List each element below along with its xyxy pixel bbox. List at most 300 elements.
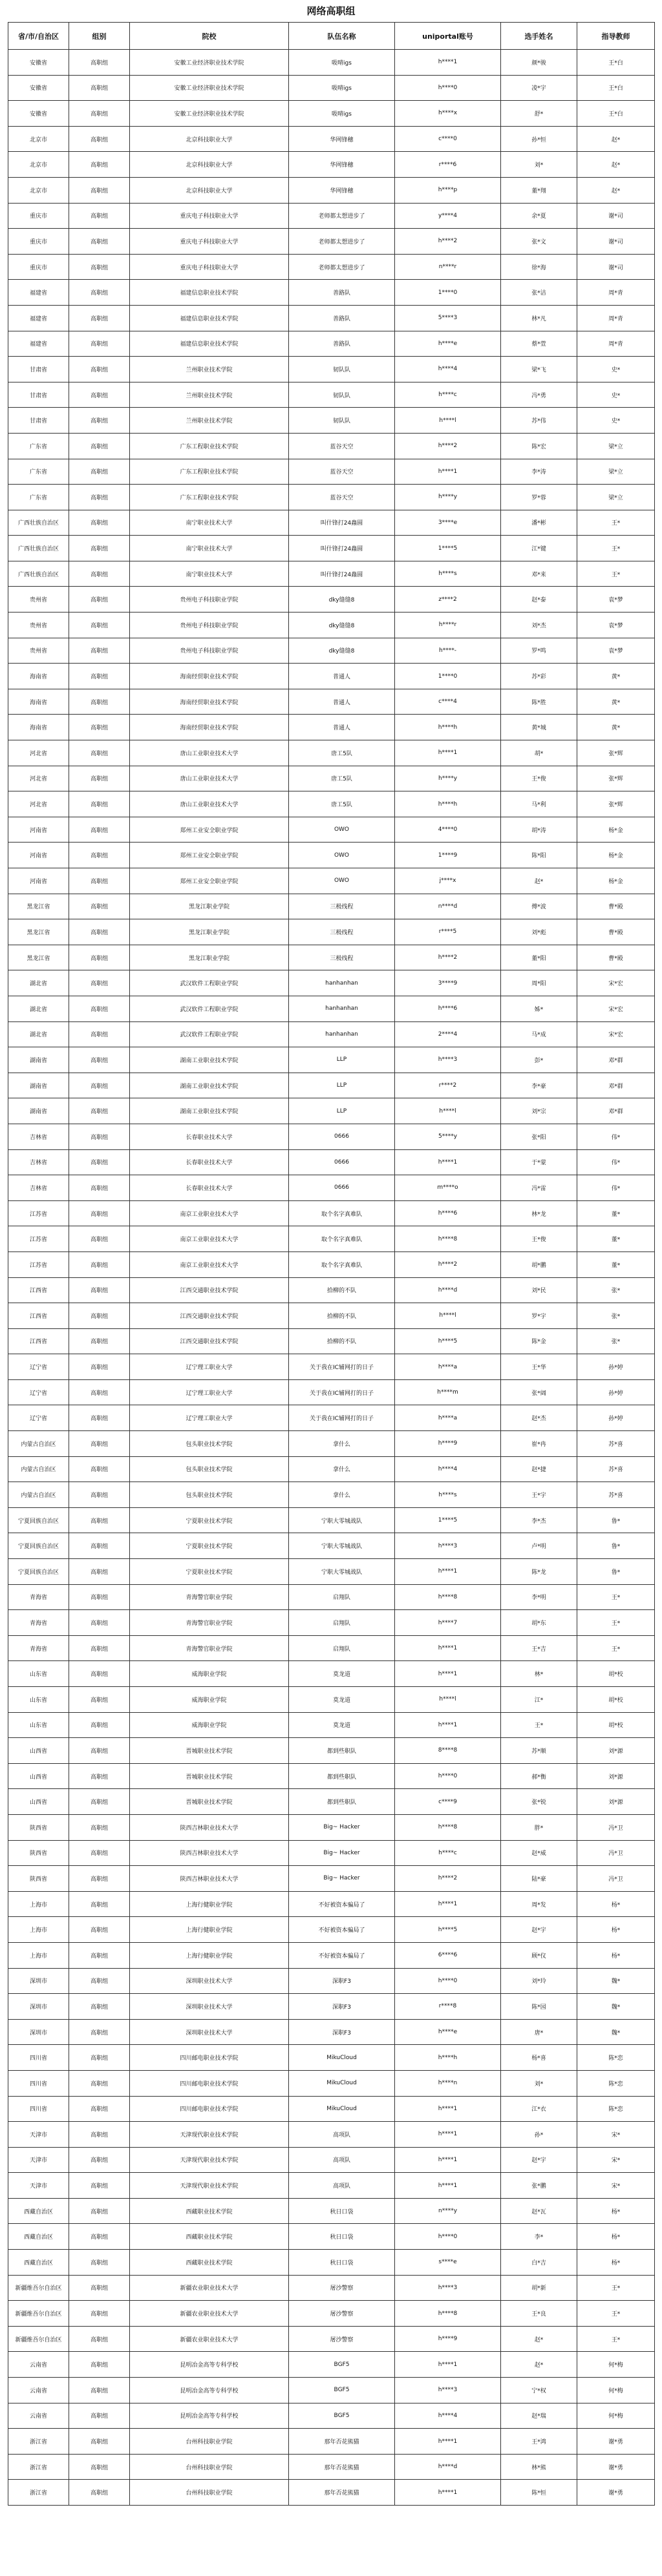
table-row bbox=[8, 1405, 655, 1431]
province-cell: 山东省 bbox=[8, 1661, 69, 1687]
school-cell: 昆明冶金高等专科学校 bbox=[130, 2378, 289, 2403]
table-row bbox=[8, 254, 655, 280]
header-school: 院校 bbox=[130, 23, 289, 50]
contestant-cell: 赵* bbox=[501, 868, 577, 894]
group-cell: 高职组 bbox=[69, 357, 130, 382]
teacher-cell: 王* bbox=[577, 561, 655, 587]
contestant-cell: 顾*仪 bbox=[501, 1942, 577, 1968]
account-cell: h****3 bbox=[395, 1047, 501, 1073]
contestant-cell: 卢*明 bbox=[501, 1533, 577, 1559]
table-row bbox=[8, 2045, 655, 2071]
table-row bbox=[8, 1175, 655, 1201]
contestant-cell: 王*华 bbox=[501, 1354, 577, 1380]
contestant-cell: 孙*恒 bbox=[501, 126, 577, 152]
team-cell: 叫什锋打24蟲圆 bbox=[289, 561, 395, 587]
teacher-cell: 杨* bbox=[577, 1891, 655, 1917]
group-cell: 高职组 bbox=[69, 766, 130, 791]
table-row bbox=[8, 433, 655, 459]
group-cell: 高职组 bbox=[69, 2429, 130, 2455]
teacher-cell: 邓*群 bbox=[577, 1047, 655, 1073]
account-cell: h****d bbox=[395, 2454, 501, 2480]
school-cell: 天津现代职业技术学院 bbox=[130, 2122, 289, 2148]
school-cell: 唐山工业职业技术大学 bbox=[130, 791, 289, 817]
team-cell: 0666 bbox=[289, 1175, 395, 1201]
school-cell: 重庆电子科技职业大学 bbox=[130, 254, 289, 280]
province-cell: 海南省 bbox=[8, 715, 69, 740]
province-cell: 山西省 bbox=[8, 1738, 69, 1764]
contestant-cell: 傅*波 bbox=[501, 894, 577, 919]
account-cell: h****0 bbox=[395, 2224, 501, 2250]
school-cell: 湖南工业职业技术学院 bbox=[130, 1073, 289, 1098]
table-row bbox=[8, 1840, 655, 1866]
group-cell: 高职组 bbox=[69, 868, 130, 894]
account-cell: 1****9 bbox=[395, 843, 501, 868]
teacher-cell: 宋* bbox=[577, 2173, 655, 2199]
table-row bbox=[8, 868, 655, 894]
contestant-cell: 唐* bbox=[501, 2019, 577, 2045]
province-cell: 湖北省 bbox=[8, 970, 69, 996]
account-cell: 1****0 bbox=[395, 664, 501, 689]
group-cell: 高职组 bbox=[69, 1354, 130, 1380]
account-cell: r****8 bbox=[395, 1994, 501, 2020]
table-row bbox=[8, 1763, 655, 1789]
school-cell: 广东工程职业技术学院 bbox=[130, 459, 289, 485]
group-cell: 高职组 bbox=[69, 1763, 130, 1789]
team-cell: 那年否花熊猫 bbox=[289, 2454, 395, 2480]
table-row bbox=[8, 1124, 655, 1149]
group-cell: 高职组 bbox=[69, 1431, 130, 1457]
table-row bbox=[8, 2019, 655, 2045]
school-cell: 新疆农业职业技术大学 bbox=[130, 2326, 289, 2352]
teacher-cell: 刘*源 bbox=[577, 1738, 655, 1764]
account-cell: h****n bbox=[395, 2070, 501, 2096]
team-cell: hanhanhan bbox=[289, 1021, 395, 1047]
team-cell: dky缝缝8 bbox=[289, 638, 395, 664]
team-cell: 取个名字真难队 bbox=[289, 1251, 395, 1277]
teacher-cell: 何*梅 bbox=[577, 2378, 655, 2403]
contestant-cell: 王*宇 bbox=[501, 1482, 577, 1508]
contestant-cell: 陈*园 bbox=[501, 1994, 577, 2020]
contestant-cell: 颜*骏 bbox=[501, 50, 577, 76]
province-cell: 内蒙古自治区 bbox=[8, 1456, 69, 1482]
school-cell: 青海警官职业学院 bbox=[130, 1635, 289, 1661]
contestant-cell: 赵*瑞 bbox=[501, 2403, 577, 2429]
teacher-cell: 杨*金 bbox=[577, 843, 655, 868]
province-cell: 湖北省 bbox=[8, 1021, 69, 1047]
group-cell: 高职组 bbox=[69, 638, 130, 664]
group-cell: 高职组 bbox=[69, 1073, 130, 1098]
school-cell: 昆明冶金高等专科学校 bbox=[130, 2403, 289, 2429]
group-cell: 高职组 bbox=[69, 331, 130, 357]
school-cell: 重庆电子科技职业大学 bbox=[130, 229, 289, 255]
group-cell: 高职组 bbox=[69, 1328, 130, 1354]
teacher-cell: 杨* bbox=[577, 2224, 655, 2250]
teacher-cell: 宋*宏 bbox=[577, 996, 655, 1021]
teacher-cell: 伟* bbox=[577, 1124, 655, 1149]
province-cell: 新疆维吾尔自治区 bbox=[8, 2301, 69, 2327]
province-cell: 云南省 bbox=[8, 2378, 69, 2403]
contestant-cell: 罗*蓉 bbox=[501, 485, 577, 510]
province-cell: 山西省 bbox=[8, 1763, 69, 1789]
teacher-cell: 王*白 bbox=[577, 75, 655, 101]
school-cell: 四川邮电职业技术学院 bbox=[130, 2096, 289, 2122]
school-cell: 晋城职业技术学院 bbox=[130, 1789, 289, 1815]
table-row bbox=[8, 1994, 655, 2020]
table-row bbox=[8, 817, 655, 843]
school-cell: 西藏职业技术学院 bbox=[130, 2198, 289, 2224]
account-cell: h****1 bbox=[395, 50, 501, 76]
province-cell: 青海省 bbox=[8, 1584, 69, 1610]
teacher-cell: 鲁* bbox=[577, 1559, 655, 1585]
contestant-cell: 周*阳 bbox=[501, 970, 577, 996]
school-cell: 唐山工业职业技术大学 bbox=[130, 740, 289, 766]
teacher-cell: 王* bbox=[577, 510, 655, 536]
teacher-cell: 苏*喜 bbox=[577, 1482, 655, 1508]
account-cell: h****l bbox=[395, 1303, 501, 1329]
contestant-cell: 杨*喜 bbox=[501, 2045, 577, 2071]
teacher-cell: 宋* bbox=[577, 2122, 655, 2148]
table-row bbox=[8, 1533, 655, 1559]
account-cell: h****1 bbox=[395, 1712, 501, 1738]
table-row bbox=[8, 2198, 655, 2224]
group-cell: 高职组 bbox=[69, 229, 130, 255]
account-cell: h****2 bbox=[395, 945, 501, 970]
province-cell: 黑龙江省 bbox=[8, 894, 69, 919]
account-cell: z****2 bbox=[395, 587, 501, 613]
province-cell: 深圳市 bbox=[8, 2019, 69, 2045]
teacher-cell: 袁*梦 bbox=[577, 587, 655, 613]
table-row bbox=[8, 382, 655, 408]
contestant-cell: 董*翔 bbox=[501, 177, 577, 203]
table-row bbox=[8, 970, 655, 996]
contestant-cell: 张*文 bbox=[501, 229, 577, 255]
table-row bbox=[8, 1047, 655, 1073]
contestant-cell: 陈*龙 bbox=[501, 1559, 577, 1585]
teacher-cell: 宋* bbox=[577, 2147, 655, 2173]
account-cell: h****6 bbox=[395, 996, 501, 1021]
account-cell: h****e bbox=[395, 2019, 501, 2045]
team-cell: BGF5 bbox=[289, 2352, 395, 2378]
table-row bbox=[8, 203, 655, 229]
teacher-cell: 宋*宏 bbox=[577, 970, 655, 996]
contestant-cell: 郝*衡 bbox=[501, 1763, 577, 1789]
school-cell: 陕西吉林职业技术大学 bbox=[130, 1814, 289, 1840]
account-cell: h****1 bbox=[395, 2429, 501, 2455]
account-cell: h****8 bbox=[395, 1226, 501, 1252]
teacher-cell: 董* bbox=[577, 1251, 655, 1277]
teacher-cell: 何*梅 bbox=[577, 2403, 655, 2429]
teacher-cell: 刘*源 bbox=[577, 1789, 655, 1815]
table-row bbox=[8, 1917, 655, 1943]
school-cell: 西藏职业技术学院 bbox=[130, 2224, 289, 2250]
contestant-cell: 梁*飞 bbox=[501, 357, 577, 382]
school-cell: 宁夏职业技术学院 bbox=[130, 1533, 289, 1559]
province-cell: 吉林省 bbox=[8, 1149, 69, 1175]
table-row bbox=[8, 2250, 655, 2276]
team-cell: 唐工5队 bbox=[289, 791, 395, 817]
group-cell: 高职组 bbox=[69, 408, 130, 434]
school-cell: 威海职业学院 bbox=[130, 1687, 289, 1713]
group-cell: 高职组 bbox=[69, 203, 130, 229]
teacher-cell: 杨*金 bbox=[577, 868, 655, 894]
teacher-cell: 赵* bbox=[577, 177, 655, 203]
account-cell: n****r bbox=[395, 254, 501, 280]
contestant-cell: 潘*彬 bbox=[501, 510, 577, 536]
contestant-cell: 陈*金 bbox=[501, 1328, 577, 1354]
province-cell: 广西壮族自治区 bbox=[8, 510, 69, 536]
team-cell: 普通人 bbox=[289, 715, 395, 740]
province-cell: 浙江省 bbox=[8, 2429, 69, 2455]
table-row bbox=[8, 1507, 655, 1533]
account-cell: r****6 bbox=[395, 152, 501, 178]
contestant-cell: 李*豪 bbox=[501, 1073, 577, 1098]
table-row bbox=[8, 1354, 655, 1380]
teacher-cell: 孙*婷 bbox=[577, 1354, 655, 1380]
table-row bbox=[8, 1738, 655, 1764]
contestant-cell: 蔡*萱 bbox=[501, 331, 577, 357]
table-row bbox=[8, 561, 655, 587]
teacher-cell: 张* bbox=[577, 1303, 655, 1329]
contestant-cell: 李* bbox=[501, 2224, 577, 2250]
account-cell: h****4 bbox=[395, 357, 501, 382]
account-cell: h****2 bbox=[395, 433, 501, 459]
account-cell: h****1 bbox=[395, 2352, 501, 2378]
account-cell: h****1 bbox=[395, 740, 501, 766]
teacher-cell: 董* bbox=[577, 1226, 655, 1252]
group-cell: 高职组 bbox=[69, 1482, 130, 1508]
province-cell: 西藏自治区 bbox=[8, 2250, 69, 2276]
province-cell: 海南省 bbox=[8, 689, 69, 715]
contestant-cell: 赵* bbox=[501, 2352, 577, 2378]
team-cell: 华网锋穗 bbox=[289, 177, 395, 203]
province-cell: 重庆市 bbox=[8, 203, 69, 229]
school-cell: 上海行健职业学院 bbox=[130, 1917, 289, 1943]
group-cell: 高职组 bbox=[69, 996, 130, 1021]
school-cell: 昆明冶金高等专科学校 bbox=[130, 2352, 289, 2378]
team-cell: 老师都太想进步了 bbox=[289, 203, 395, 229]
team-cell: 拾柳的不队 bbox=[289, 1303, 395, 1329]
contestant-cell: 马*利 bbox=[501, 791, 577, 817]
team-cell: 宁职大零城战队 bbox=[289, 1533, 395, 1559]
contestant-cell: 胡* bbox=[501, 740, 577, 766]
account-cell: c****0 bbox=[395, 126, 501, 152]
account-cell: 5****3 bbox=[395, 305, 501, 331]
team-cell: 三极线程 bbox=[289, 919, 395, 945]
province-cell: 甘肃省 bbox=[8, 408, 69, 434]
teacher-cell: 谢*勇 bbox=[577, 2480, 655, 2506]
teacher-cell: 何*梅 bbox=[577, 2352, 655, 2378]
table-row bbox=[8, 2275, 655, 2301]
header-province: 省/市/自治区 bbox=[8, 23, 69, 50]
team-cell: 韧队队 bbox=[289, 408, 395, 434]
contestant-cell: 赵*宇 bbox=[501, 1917, 577, 1943]
table-row bbox=[8, 2301, 655, 2327]
group-cell: 高职组 bbox=[69, 101, 130, 127]
teacher-cell: 黄* bbox=[577, 715, 655, 740]
account-cell: h****l bbox=[395, 408, 501, 434]
account-cell: h****1 bbox=[395, 2122, 501, 2148]
school-cell: 包头职业技术学院 bbox=[130, 1431, 289, 1457]
teacher-cell: 魏* bbox=[577, 2019, 655, 2045]
province-cell: 宁夏回族自治区 bbox=[8, 1533, 69, 1559]
school-cell: 武汉软件工程职业学院 bbox=[130, 1021, 289, 1047]
table-row bbox=[8, 1635, 655, 1661]
contestant-cell: 陈*阳 bbox=[501, 843, 577, 868]
school-cell: 贵州电子科技职业学院 bbox=[130, 638, 289, 664]
contestant-cell: 李*涛 bbox=[501, 459, 577, 485]
group-cell: 高职组 bbox=[69, 1251, 130, 1277]
school-cell: 郑州工业安全职业学院 bbox=[130, 843, 289, 868]
teacher-cell: 胡*校 bbox=[577, 1661, 655, 1687]
province-cell: 上海市 bbox=[8, 1942, 69, 1968]
team-cell: 那年否花熊猫 bbox=[289, 2429, 395, 2455]
team-cell: 秋日口袋 bbox=[289, 2224, 395, 2250]
contestant-cell: 张*阔 bbox=[501, 1379, 577, 1405]
contestant-cell: 胖* bbox=[501, 1814, 577, 1840]
teacher-cell: 赵* bbox=[577, 126, 655, 152]
province-cell: 陕西省 bbox=[8, 1866, 69, 1892]
group-cell: 高职组 bbox=[69, 561, 130, 587]
group-cell: 高职组 bbox=[69, 1098, 130, 1124]
account-cell: h****1 bbox=[395, 1891, 501, 1917]
school-cell: 南宁职业技术大学 bbox=[130, 561, 289, 587]
table-row bbox=[8, 1584, 655, 1610]
team-cell: OWO bbox=[289, 817, 395, 843]
team-cell: 吸晴igs bbox=[289, 101, 395, 127]
teacher-cell: 魏* bbox=[577, 1994, 655, 2020]
group-cell: 高职组 bbox=[69, 1303, 130, 1329]
group-cell: 高职组 bbox=[69, 1124, 130, 1149]
group-cell: 高职组 bbox=[69, 919, 130, 945]
school-cell: 贵州电子科技职业学院 bbox=[130, 587, 289, 613]
account-cell: m****o bbox=[395, 1175, 501, 1201]
teacher-cell: 冯*卫 bbox=[577, 1840, 655, 1866]
school-cell: 威海职业学院 bbox=[130, 1661, 289, 1687]
province-cell: 江苏省 bbox=[8, 1226, 69, 1252]
contestant-cell: 赵*捷 bbox=[501, 1456, 577, 1482]
table-row bbox=[8, 152, 655, 178]
team-cell: 都到些职队 bbox=[289, 1738, 395, 1764]
school-cell: 北京科技职业大学 bbox=[130, 177, 289, 203]
group-cell: 高职组 bbox=[69, 1200, 130, 1226]
teacher-cell: 胡*校 bbox=[577, 1712, 655, 1738]
contestant-cell: 李*明 bbox=[501, 1584, 577, 1610]
account-cell: h****1 bbox=[395, 459, 501, 485]
teacher-cell: 鲁* bbox=[577, 1533, 655, 1559]
team-cell: OWO bbox=[289, 868, 395, 894]
school-cell: 南宁职业技术大学 bbox=[130, 536, 289, 561]
teacher-cell: 史* bbox=[577, 382, 655, 408]
contestant-cell: 刘* bbox=[501, 2070, 577, 2096]
province-cell: 湖北省 bbox=[8, 996, 69, 1021]
province-cell: 上海市 bbox=[8, 1891, 69, 1917]
group-cell: 高职组 bbox=[69, 1635, 130, 1661]
group-cell: 高职组 bbox=[69, 50, 130, 76]
team-cell: 高项队 bbox=[289, 2122, 395, 2148]
group-cell: 高职组 bbox=[69, 1891, 130, 1917]
table-row bbox=[8, 2096, 655, 2122]
team-cell: 高项队 bbox=[289, 2147, 395, 2173]
table-row bbox=[8, 664, 655, 689]
province-cell: 云南省 bbox=[8, 2352, 69, 2378]
group-cell: 高职组 bbox=[69, 1687, 130, 1713]
group-cell: 高职组 bbox=[69, 894, 130, 919]
teacher-cell: 黄* bbox=[577, 664, 655, 689]
province-cell: 江西省 bbox=[8, 1303, 69, 1329]
group-cell: 高职组 bbox=[69, 2147, 130, 2173]
province-cell: 北京市 bbox=[8, 177, 69, 203]
team-cell: 深职F3 bbox=[289, 1968, 395, 1994]
province-cell: 天津市 bbox=[8, 2122, 69, 2148]
contestant-cell: 胡*涛 bbox=[501, 817, 577, 843]
group-cell: 高职组 bbox=[69, 536, 130, 561]
teacher-cell: 宋*宏 bbox=[577, 1021, 655, 1047]
table-row bbox=[8, 2173, 655, 2199]
table-row bbox=[8, 2122, 655, 2148]
school-cell: 南宁职业技术大学 bbox=[130, 510, 289, 536]
province-cell: 河南省 bbox=[8, 868, 69, 894]
team-cell: 叫什锋打24蟲圆 bbox=[289, 536, 395, 561]
account-cell: h****2 bbox=[395, 229, 501, 255]
table-row bbox=[8, 766, 655, 791]
table-row bbox=[8, 1814, 655, 1840]
table-row bbox=[8, 2326, 655, 2352]
school-cell: 辽宁理工职业大学 bbox=[130, 1379, 289, 1405]
province-cell: 广东省 bbox=[8, 485, 69, 510]
account-cell: h****x bbox=[395, 101, 501, 127]
contestant-cell: 王*俊 bbox=[501, 1226, 577, 1252]
team-cell: 拾柳的不队 bbox=[289, 1328, 395, 1354]
group-cell: 高职组 bbox=[69, 485, 130, 510]
group-cell: 高职组 bbox=[69, 280, 130, 306]
team-cell: hanhanhan bbox=[289, 996, 395, 1021]
contestant-cell: 彭* bbox=[501, 1047, 577, 1073]
group-cell: 高职组 bbox=[69, 1149, 130, 1175]
team-cell: BGF5 bbox=[289, 2403, 395, 2429]
account-cell: h****2 bbox=[395, 1251, 501, 1277]
teacher-cell: 史* bbox=[577, 357, 655, 382]
contestant-cell: 苏*顺 bbox=[501, 1738, 577, 1764]
group-cell: 高职组 bbox=[69, 1405, 130, 1431]
teacher-cell: 邓*群 bbox=[577, 1098, 655, 1124]
teacher-cell: 梁*立 bbox=[577, 485, 655, 510]
school-cell: 郑州工业安全职业学院 bbox=[130, 868, 289, 894]
group-cell: 高职组 bbox=[69, 1917, 130, 1943]
group-cell: 高职组 bbox=[69, 1866, 130, 1892]
account-cell: 8****8 bbox=[395, 1738, 501, 1764]
team-cell: 拿什么 bbox=[289, 1482, 395, 1508]
province-cell: 北京市 bbox=[8, 152, 69, 178]
account-cell: h****1 bbox=[395, 2173, 501, 2199]
group-cell: 高职组 bbox=[69, 2480, 130, 2506]
account-cell: h****y bbox=[395, 485, 501, 510]
contestant-cell: 赵*瓦 bbox=[501, 2198, 577, 2224]
team-cell: 华网锋穗 bbox=[289, 152, 395, 178]
contestant-cell: 赵*威 bbox=[501, 1840, 577, 1866]
school-cell: 深圳职业技术大学 bbox=[130, 1994, 289, 2020]
contestant-cell: 冯*勇 bbox=[501, 382, 577, 408]
table-row bbox=[8, 510, 655, 536]
group-cell: 高职组 bbox=[69, 587, 130, 613]
table-row bbox=[8, 587, 655, 613]
account-cell: j****x bbox=[395, 868, 501, 894]
contestant-cell: 林*凡 bbox=[501, 305, 577, 331]
table-row bbox=[8, 1200, 655, 1226]
account-cell: h****a bbox=[395, 1354, 501, 1380]
table-row bbox=[8, 2480, 655, 2506]
table-row bbox=[8, 1610, 655, 1636]
group-cell: 高职组 bbox=[69, 75, 130, 101]
